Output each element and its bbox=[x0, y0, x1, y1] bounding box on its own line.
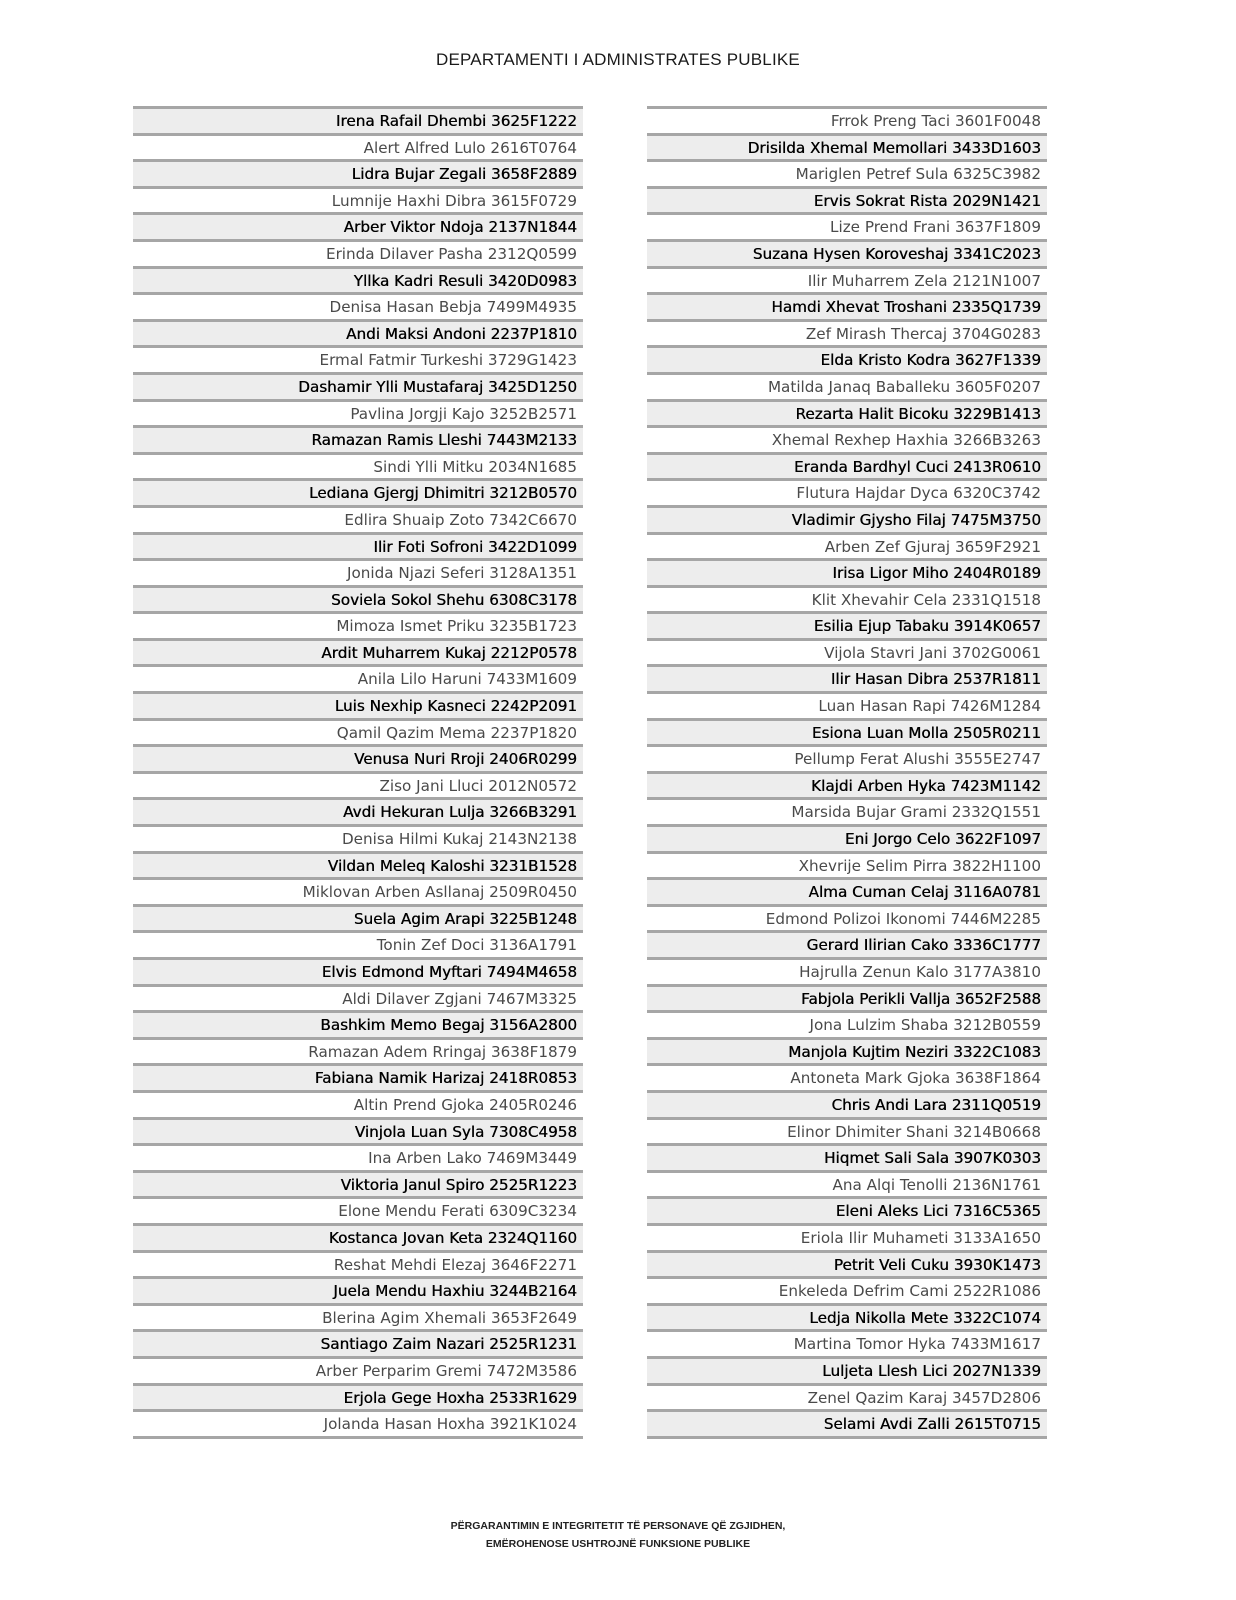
list-item: Miklovan Arben Asllanaj 2509R0450 bbox=[133, 880, 583, 907]
list-item: Gerard Ilirian Cako 3336C1777 bbox=[647, 933, 1047, 960]
list-item: Zef Mirash Thercaj 3704G0283 bbox=[647, 322, 1047, 349]
list-item: Edmond Polizoi Ikonomi 7446M2285 bbox=[647, 907, 1047, 934]
list-item: Klajdi Arben Hyka 7423M1142 bbox=[647, 774, 1047, 801]
list-item: Martina Tomor Hyka 7433M1617 bbox=[647, 1332, 1047, 1359]
list-item: Lidra Bujar Zegali 3658F2889 bbox=[133, 162, 583, 189]
list-item: Soviela Sokol Shehu 6308C3178 bbox=[133, 588, 583, 615]
list-item: Arber Viktor Ndoja 2137N1844 bbox=[133, 215, 583, 242]
list-item: Ilir Hasan Dibra 2537R1811 bbox=[647, 667, 1047, 694]
list-item: Erjola Gege Hoxha 2533R1629 bbox=[133, 1386, 583, 1413]
list-item: Esiona Luan Molla 2505R0211 bbox=[647, 721, 1047, 748]
list-item: Xhevrije Selim Pirra 3822H1100 bbox=[647, 854, 1047, 881]
list-item: Avdi Hekuran Lulja 3266B3291 bbox=[133, 800, 583, 827]
list-item: Ramazan Ramis Lleshi 7443M2133 bbox=[133, 428, 583, 455]
list-item: Lize Prend Frani 3637F1809 bbox=[647, 215, 1047, 242]
list-item: Yllka Kadri Resuli 3420D0983 bbox=[133, 269, 583, 296]
list-item: Bashkim Memo Begaj 3156A2800 bbox=[133, 1013, 583, 1040]
list-item: Reshat Mehdi Elezaj 3646F2271 bbox=[133, 1253, 583, 1280]
list-item: Irisa Ligor Miho 2404R0189 bbox=[647, 561, 1047, 588]
list-item: Ina Arben Lako 7469M3449 bbox=[133, 1146, 583, 1173]
list-item: Ana Alqi Tenolli 2136N1761 bbox=[647, 1173, 1047, 1200]
list-item: Frrok Preng Taci 3601F0048 bbox=[647, 109, 1047, 136]
list-item: Pellump Ferat Alushi 3555E2747 bbox=[647, 747, 1047, 774]
list-item: Jonida Njazi Seferi 3128A1351 bbox=[133, 561, 583, 588]
list-item: Vinjola Luan Syla 7308C4958 bbox=[133, 1120, 583, 1147]
list-item: Klit Xhevahir Cela 2331Q1518 bbox=[647, 588, 1047, 615]
list-item: Denisa Hasan Bebja 7499M4935 bbox=[133, 295, 583, 322]
list-item: Arber Perparim Gremi 7472M3586 bbox=[133, 1359, 583, 1386]
list-item: Suela Agim Arapi 3225B1248 bbox=[133, 907, 583, 934]
list-item: Dashamir Ylli Mustafaraj 3425D1250 bbox=[133, 375, 583, 402]
list-item: Sindi Ylli Mitku 2034N1685 bbox=[133, 455, 583, 482]
list-item: Fabiana Namik Harizaj 2418R0853 bbox=[133, 1066, 583, 1093]
list-item: Suzana Hysen Koroveshaj 3341C2023 bbox=[647, 242, 1047, 269]
list-item: Andi Maksi Andoni 2237P1810 bbox=[133, 322, 583, 349]
list-item: Ramazan Adem Rringaj 3638F1879 bbox=[133, 1040, 583, 1067]
list-item: Qamil Qazim Mema 2237P1820 bbox=[133, 721, 583, 748]
list-item: Arben Zef Gjuraj 3659F2921 bbox=[647, 535, 1047, 562]
list-item: Ermal Fatmir Turkeshi 3729G1423 bbox=[133, 348, 583, 375]
page-title: DEPARTAMENTI I ADMINISTRATES PUBLIKE bbox=[436, 50, 800, 69]
list-item: Marsida Bujar Grami 2332Q1551 bbox=[647, 800, 1047, 827]
list-item: Anila Lilo Haruni 7433M1609 bbox=[133, 667, 583, 694]
list-item: Ilir Foti Sofroni 3422D1099 bbox=[133, 535, 583, 562]
list-item: Eleni Aleks Lici 7316C5365 bbox=[647, 1199, 1047, 1226]
list-item: Zenel Qazim Karaj 3457D2806 bbox=[647, 1386, 1047, 1413]
list-item: Hamdi Xhevat Troshani 2335Q1739 bbox=[647, 295, 1047, 322]
list-item: Irena Rafail Dhembi 3625F1222 bbox=[133, 109, 583, 136]
list-item: Kostanca Jovan Keta 2324Q1160 bbox=[133, 1226, 583, 1253]
list-item: Santiago Zaim Nazari 2525R1231 bbox=[133, 1332, 583, 1359]
list-item: Elinor Dhimiter Shani 3214B0668 bbox=[647, 1120, 1047, 1147]
list-item: Enkeleda Defrim Cami 2522R1086 bbox=[647, 1279, 1047, 1306]
footer-text bbox=[0, 1517, 1236, 1553]
list-item: Chris Andi Lara 2311Q0519 bbox=[647, 1093, 1047, 1120]
list-item: Hajrulla Zenun Kalo 3177A3810 bbox=[647, 960, 1047, 987]
list-item: Drisilda Xhemal Memollari 3433D1603 bbox=[647, 136, 1047, 163]
list-item: Ledja Nikolla Mete 3322C1074 bbox=[647, 1306, 1047, 1333]
list-item: Blerina Agim Xhemali 3653F2649 bbox=[133, 1306, 583, 1333]
list-item: Eriola Ilir Muhameti 3133A1650 bbox=[647, 1226, 1047, 1253]
list-item: Mimoza Ismet Priku 3235B1723 bbox=[133, 614, 583, 641]
list-item: Luan Hasan Rapi 7426M1284 bbox=[647, 694, 1047, 721]
list-item: Ardit Muharrem Kukaj 2212P0578 bbox=[133, 641, 583, 668]
list-item: Mariglen Petref Sula 6325C3982 bbox=[647, 162, 1047, 189]
list-item: Lumnije Haxhi Dibra 3615F0729 bbox=[133, 189, 583, 216]
list-item: Elone Mendu Ferati 6309C3234 bbox=[133, 1199, 583, 1226]
footer-line-1: PËRGARANTIMIN E INTEGRITETIT TË PERSONAVE QË ZGJIDHEN, bbox=[450, 1520, 786, 1532]
list-item: Hiqmet Sali Sala 3907K0303 bbox=[647, 1146, 1047, 1173]
list-item: Xhemal Rexhep Haxhia 3266B3263 bbox=[647, 428, 1047, 455]
list-item: Manjola Kujtim Neziri 3322C1083 bbox=[647, 1040, 1047, 1067]
list-item: Tonin Zef Doci 3136A1791 bbox=[133, 933, 583, 960]
list-item: Lediana Gjergj Dhimitri 3212B0570 bbox=[133, 481, 583, 508]
list-item: Alert Alfred Lulo 2616T0764 bbox=[133, 136, 583, 163]
list-item: Erinda Dilaver Pasha 2312Q0599 bbox=[133, 242, 583, 269]
list-item: Viktoria Janul Spiro 2525R1223 bbox=[133, 1173, 583, 1200]
list-item: Ervis Sokrat Rista 2029N1421 bbox=[647, 189, 1047, 216]
list-item: Alma Cuman Celaj 3116A0781 bbox=[647, 880, 1047, 907]
list-item: Vladimir Gjysho Filaj 7475M3750 bbox=[647, 508, 1047, 535]
list-item: Aldi Dilaver Zgjani 7467M3325 bbox=[133, 987, 583, 1014]
list-item: Antoneta Mark Gjoka 3638F1864 bbox=[647, 1066, 1047, 1093]
footer-line-2: EMËROHENOSE USHTROJNË FUNKSIONE PUBLIKE bbox=[485, 1538, 751, 1550]
list-item: Petrit Veli Cuku 3930K1473 bbox=[647, 1253, 1047, 1280]
list-item: Edlira Shuaip Zoto 7342C6670 bbox=[133, 508, 583, 535]
list-item: Juela Mendu Haxhiu 3244B2164 bbox=[133, 1279, 583, 1306]
list-item: Elda Kristo Kodra 3627F1339 bbox=[647, 348, 1047, 375]
list-item: Denisa Hilmi Kukaj 2143N2138 bbox=[133, 827, 583, 854]
list-item: Fabjola Perikli Vallja 3652F2588 bbox=[647, 987, 1047, 1014]
list-item: Rezarta Halit Bicoku 3229B1413 bbox=[647, 402, 1047, 429]
list-item: Jolanda Hasan Hoxha 3921K1024 bbox=[133, 1412, 583, 1439]
list-item: Ziso Jani Lluci 2012N0572 bbox=[133, 774, 583, 801]
list-item: Vildan Meleq Kaloshi 3231B1528 bbox=[133, 854, 583, 881]
list-item: Eni Jorgo Celo 3622F1097 bbox=[647, 827, 1047, 854]
list-item: Altin Prend Gjoka 2405R0246 bbox=[133, 1093, 583, 1120]
list-item: Esilia Ejup Tabaku 3914K0657 bbox=[647, 614, 1047, 641]
list-item: Selami Avdi Zalli 2615T0715 bbox=[647, 1412, 1047, 1439]
list-item: Luis Nexhip Kasneci 2242P2091 bbox=[133, 694, 583, 721]
list-item: Elvis Edmond Myftari 7494M4658 bbox=[133, 960, 583, 987]
list-item: Pavlina Jorgji Kajo 3252B2571 bbox=[133, 402, 583, 429]
list-item: Venusa Nuri Rroji 2406R0299 bbox=[133, 747, 583, 774]
list-item: Jona Lulzim Shaba 3212B0559 bbox=[647, 1013, 1047, 1040]
list-item: Ilir Muharrem Zela 2121N1007 bbox=[647, 269, 1047, 296]
list-item: Eranda Bardhyl Cuci 2413R0610 bbox=[647, 455, 1047, 482]
list-item: Luljeta Llesh Lici 2027N1339 bbox=[647, 1359, 1047, 1386]
list-item: Flutura Hajdar Dyca 6320C3742 bbox=[647, 481, 1047, 508]
list-item: Vijola Stavri Jani 3702G0061 bbox=[647, 641, 1047, 668]
left-name-list bbox=[133, 106, 583, 1439]
right-name-list bbox=[647, 106, 1047, 1439]
list-item: Matilda Janaq Baballeku 3605F0207 bbox=[647, 375, 1047, 402]
